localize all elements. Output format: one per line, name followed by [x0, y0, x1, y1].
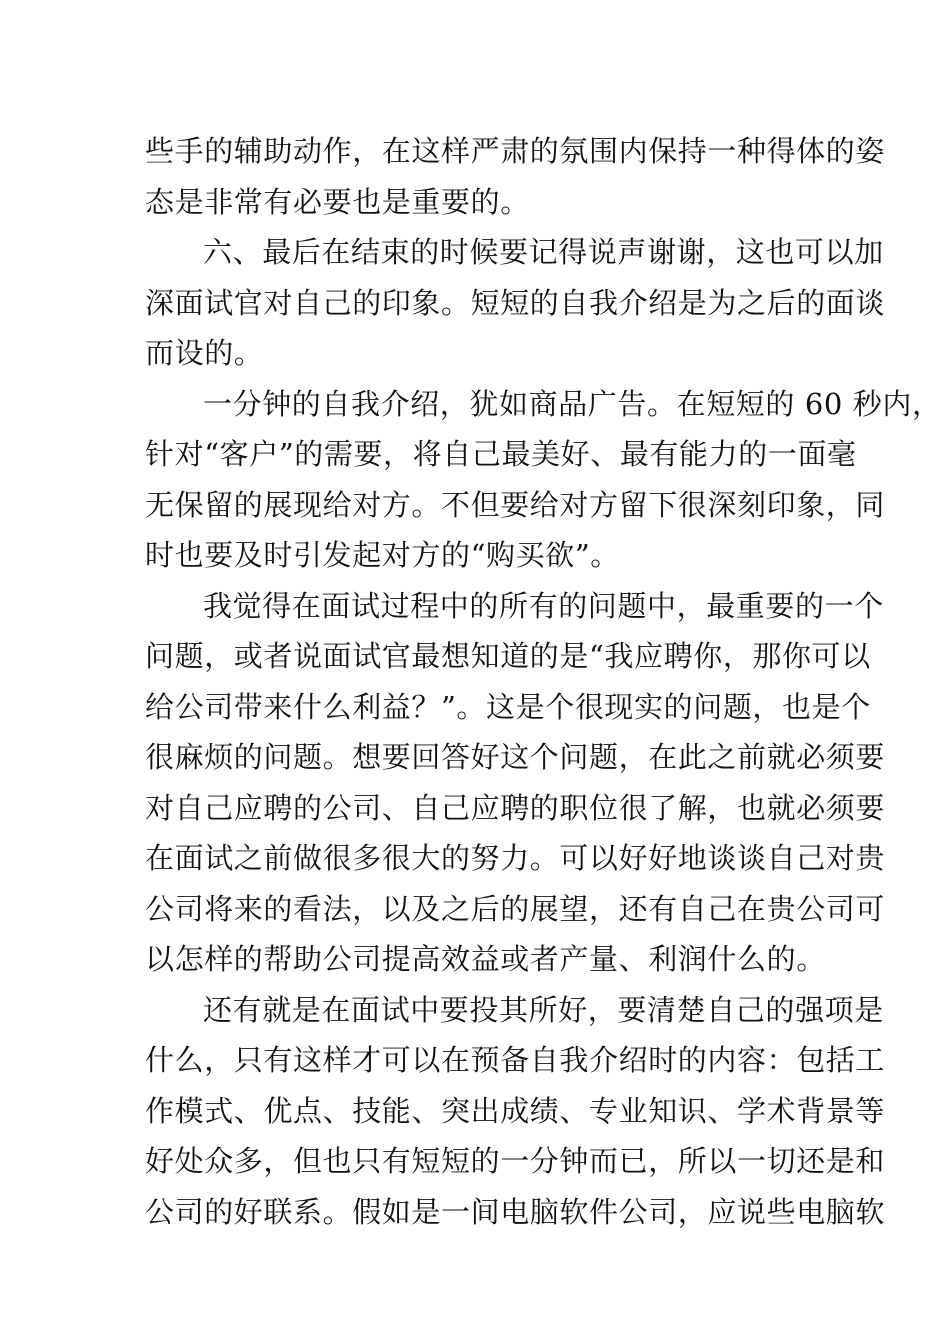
text-line: 些手的辅助动作，在这样严肃的氛围内保持一种得体的姿 [145, 134, 886, 168]
text-line: 好处众多，但也只有短短的一分钟而已，所以一切还是和 [145, 1144, 886, 1178]
text-line: 而设的。 [145, 336, 264, 370]
paragraph-3 [145, 379, 942, 581]
text-line: 态是非常有必要也是重要的。 [145, 184, 530, 219]
paragraph-4 [145, 581, 886, 985]
text-line: 很麻烦的问题。想要回答好这个问题，在此之前就必须要 [145, 740, 886, 774]
text-line: 时也要及时引发起对方的“购买欲”。 [145, 538, 620, 572]
text-line: 作模式、优点、技能、突出成绩、专业知识、学术背景等 [145, 1093, 886, 1128]
text-line: 我觉得在面试过程中的所有的问题中，最重要的一个 [203, 588, 884, 623]
text-line: 给公司带来什么利益？”。这是个很现实的问题，也是个 [145, 689, 871, 724]
text-line: 六、最后在结束的时候要记得说声谢谢，这也可以加 [203, 235, 884, 269]
text-line: 什么，只有这样才可以在预备自我介绍时的内容：包括工 [145, 1043, 886, 1077]
text-line: 一分钟的自我介绍，犹如商品广告。在短短的 60 秒内， [203, 386, 942, 421]
text-line: 以怎样的帮助公司提高效益或者产量、利润什么的。 [145, 942, 826, 976]
text-line: 公司的好联系。假如是一间电脑软件公司，应说些电脑软 [145, 1194, 886, 1229]
text-line: 问题，或者说面试官最想知道的是“我应聘你，那你可以 [145, 639, 871, 673]
text-line: 深面试官对自己的印象。短短的自我介绍是为之后的面谈 [145, 285, 886, 320]
paragraph-5 [145, 985, 886, 1238]
text-line: 对自己应聘的公司、自己应聘的职位很了解，也就必须要 [145, 790, 886, 825]
text-line: 在面试之前做很多很大的努力。可以好好地谈谈自己对贵 [145, 841, 886, 875]
body-text [145, 126, 942, 1237]
text-line: 无保留的展现给对方。不但要给对方留下很深刻印象，同 [145, 487, 886, 522]
text-line: 针对“客户”的需要，将自己最美好、最有能力的一面毫 [145, 437, 857, 471]
paragraph-1 [145, 126, 886, 227]
paragraph-2 [145, 227, 886, 379]
text-line: 公司将来的看法，以及之后的展望，还有自己在贵公司可 [145, 891, 886, 926]
text-line: 还有就是在面试中要投其所好，要清楚自己的强项是 [203, 992, 884, 1027]
